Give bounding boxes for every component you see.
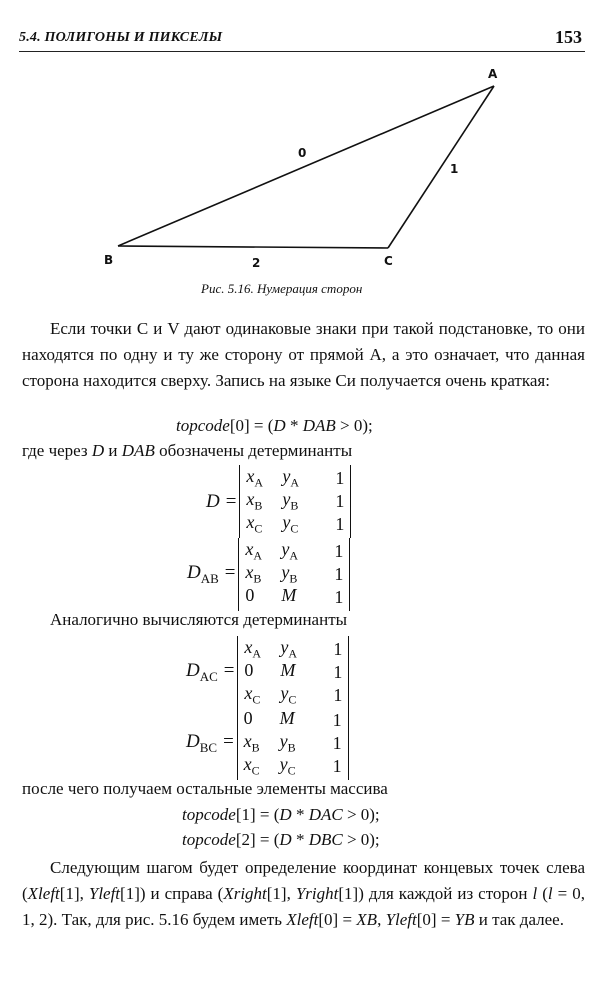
matrix-dbc bbox=[186, 707, 349, 780]
formula-eq: = ( bbox=[255, 805, 280, 824]
edge-1-line bbox=[388, 86, 494, 248]
matrix-dab-label: $D_{AB}$ = bbox=[187, 562, 237, 586]
edge-0-line bbox=[118, 86, 494, 246]
matrix-row: $x_C$ $y_C$ 1 bbox=[244, 683, 343, 707]
matrix-row: $x_B$ $y_B$ 1 bbox=[245, 562, 344, 586]
formula-rest: > 0); bbox=[342, 830, 380, 849]
triangle-figure bbox=[0, 60, 605, 280]
p2-suffix: обозначены детерминанты bbox=[154, 441, 353, 460]
edge-0-label: 0 bbox=[298, 146, 307, 160]
formula-d: D bbox=[279, 805, 292, 824]
paragraph-2 bbox=[22, 441, 352, 461]
matrix-dab-body bbox=[238, 538, 350, 611]
matrix-row: $x_B$ $y_B$ 1 bbox=[243, 731, 342, 755]
header-rule bbox=[19, 51, 585, 52]
formula-eq: = ( bbox=[249, 416, 274, 435]
formula-index: [1] bbox=[235, 805, 256, 824]
formula-var: topcode bbox=[182, 830, 236, 849]
formula-var: topcode bbox=[176, 416, 230, 435]
matrix-dbc-label: $D_{BC}$ = bbox=[186, 731, 235, 755]
matrix-row: $x_A$ $y_A$ 1 bbox=[245, 539, 344, 563]
matrix-row: 0 M 1 bbox=[243, 708, 342, 730]
formula-det: DAC bbox=[308, 805, 343, 824]
formula-eq: = ( bbox=[255, 830, 280, 849]
page-header bbox=[19, 26, 585, 56]
p2-dab: DAB bbox=[121, 441, 155, 460]
formula-d: D bbox=[279, 830, 292, 849]
matrix-row: 0 M 1 bbox=[245, 585, 344, 607]
edge-1-label: 1 bbox=[450, 162, 459, 176]
formula-topcode-0 bbox=[176, 416, 373, 436]
formula-det: DBC bbox=[308, 830, 343, 849]
page-number: 153 bbox=[555, 27, 582, 47]
formula-op: * bbox=[291, 805, 309, 824]
paragraph-4: после чего получаем остальные элементы массива bbox=[22, 779, 388, 798]
formula-rest: > 0); bbox=[342, 805, 380, 824]
matrix-dac-body bbox=[237, 636, 349, 709]
matrix-d bbox=[206, 465, 351, 538]
formula-topcode-1 bbox=[182, 805, 380, 825]
formula-var: topcode bbox=[182, 805, 236, 824]
formula-index: [0] bbox=[229, 416, 250, 435]
matrix-dab bbox=[187, 538, 350, 611]
edge-2-label: 2 bbox=[252, 256, 261, 270]
p2-d: D bbox=[91, 441, 105, 460]
formula-det: DAB bbox=[302, 416, 336, 435]
formula-op: * bbox=[291, 830, 309, 849]
figure-caption: Рис. 5.16. Нумерация сторон bbox=[201, 281, 363, 296]
formula-op: * bbox=[285, 416, 303, 435]
p2-prefix: где через bbox=[22, 441, 92, 460]
matrix-row: $x_A$ $y_A$ 1 bbox=[246, 466, 345, 490]
paragraph-1: Если точки C и V дают одинаковые знаки при такой подстановке, то они находятся по одну и ту же сторону от прямой A, а это означает, что данная сторона находится сверху. Запись на языке Си получается очень краткая: bbox=[22, 319, 585, 390]
section-title: 5.4. ПОЛИГОНЫ И ПИКСЕЛЫ bbox=[19, 30, 223, 45]
matrix-d-label: D = bbox=[206, 490, 238, 512]
matrix-row: 0 M 1 bbox=[244, 660, 343, 682]
matrix-dac-label: $D_{AC}$ = bbox=[186, 660, 236, 684]
matrix-row: $x_B$ $y_B$ 1 bbox=[246, 489, 345, 513]
matrix-dac bbox=[186, 636, 349, 709]
formula-index: [2] bbox=[235, 830, 256, 849]
p2-mid: и bbox=[104, 441, 122, 460]
matrix-d-body bbox=[239, 465, 351, 538]
formula-topcode-2 bbox=[182, 830, 380, 850]
matrix-row: $x_C$ $y_C$ 1 bbox=[246, 512, 345, 536]
vertex-a-label: A bbox=[488, 67, 498, 81]
paragraph-3: Аналогично вычисляются детерминанты bbox=[50, 610, 348, 629]
matrix-dbc-body bbox=[237, 707, 349, 780]
matrix-row: $x_A$ $y_A$ 1 bbox=[244, 637, 343, 661]
formula-d: D bbox=[273, 416, 286, 435]
paragraph-5: Следующим шагом будет определение координат концевых точек слева (Xleft[1], Yleft[1]) и справа (Xright[1], Yright[1]) для каждой из сторон l (l = 0, 1, 2). Так, для рис. 5.16 будем иметь Xleft[0] = XB, Yleft[0] = YB и так далее. bbox=[22, 858, 585, 929]
matrix-row: $x_C$ $y_C$ 1 bbox=[243, 754, 342, 778]
vertex-c-label: C bbox=[384, 254, 393, 268]
formula-rest: > 0); bbox=[335, 416, 373, 435]
edge-2-line bbox=[118, 246, 388, 248]
vertex-b-label: B bbox=[104, 253, 114, 267]
